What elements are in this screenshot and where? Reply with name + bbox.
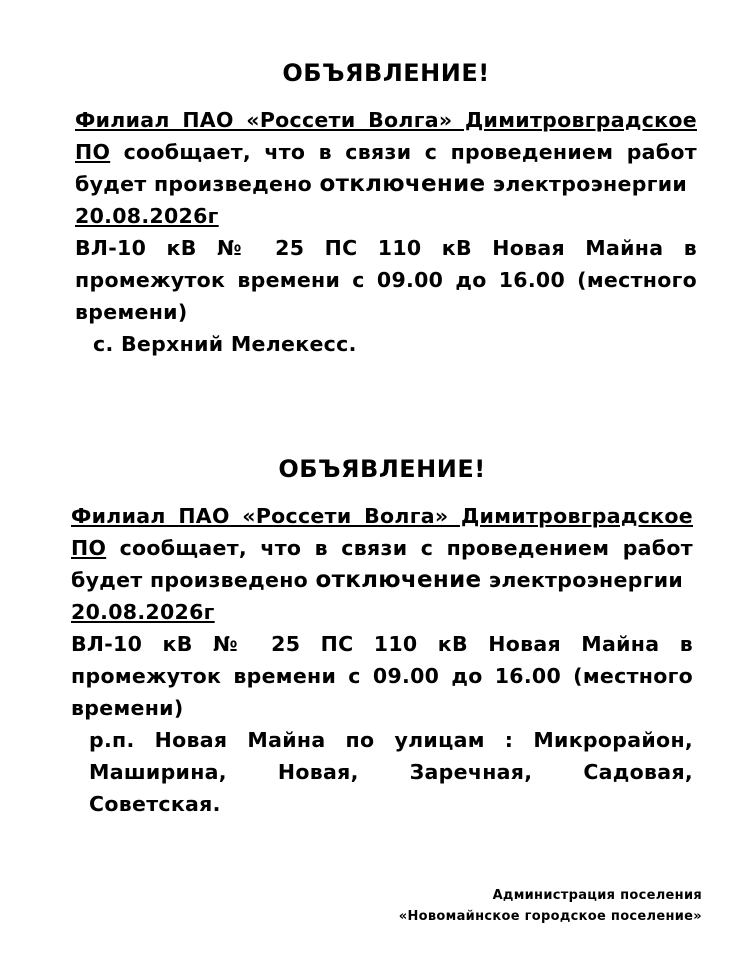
notice-text-part-2: электроэнергии	[485, 172, 688, 196]
signature	[399, 885, 702, 927]
notice-text-part-1: сообщает, что в связи с проведением работ будет произведено	[71, 536, 693, 592]
notice-body	[75, 104, 697, 360]
outage-date: 20.08.2026г	[71, 600, 215, 624]
notice-title: ОБЪЯВЛЕНИЕ!	[282, 59, 490, 87]
outage-date: 20.08.2026г	[75, 204, 219, 228]
outage-location: с. Верхний Мелекесс.	[93, 332, 357, 356]
organization-name: Филиал ПАО «Россети Волга» Димитровградское ПО	[71, 504, 693, 560]
notice-2	[71, 452, 693, 820]
notice-highlight: отключение	[315, 567, 482, 593]
notice-text-part-2: электроэнергии	[481, 568, 684, 592]
notice-highlight: отключение	[319, 171, 486, 197]
power-line-info: ВЛ-10 кВ № 25 ПС 110 кВ Новая Майна в промежуток времени с 09.00 до 16.00 (местного времени)	[75, 236, 697, 324]
notice-1	[75, 56, 697, 360]
notice-title: ОБЪЯВЛЕНИЕ!	[278, 455, 486, 483]
notice-text-part-1: сообщает, что в связи с проведением работ будет произведено	[75, 140, 697, 196]
notice-body	[71, 500, 693, 820]
power-line-info: ВЛ-10 кВ № 25 ПС 110 кВ Новая Майна в промежуток времени с 09.00 до 16.00 (местного времени)	[71, 632, 693, 720]
signature-line-2: «Новомайнское городское поселение»	[398, 909, 702, 924]
organization-name: Филиал ПАО «Россети Волга» Димитровградское ПО	[75, 108, 697, 164]
signature-line-1: Администрация поселения	[492, 888, 702, 903]
outage-location: р.п. Новая Майна по улицам : Микрорайон, Маширина, Новая, Заречная, Садовая, Советская.	[89, 728, 693, 816]
